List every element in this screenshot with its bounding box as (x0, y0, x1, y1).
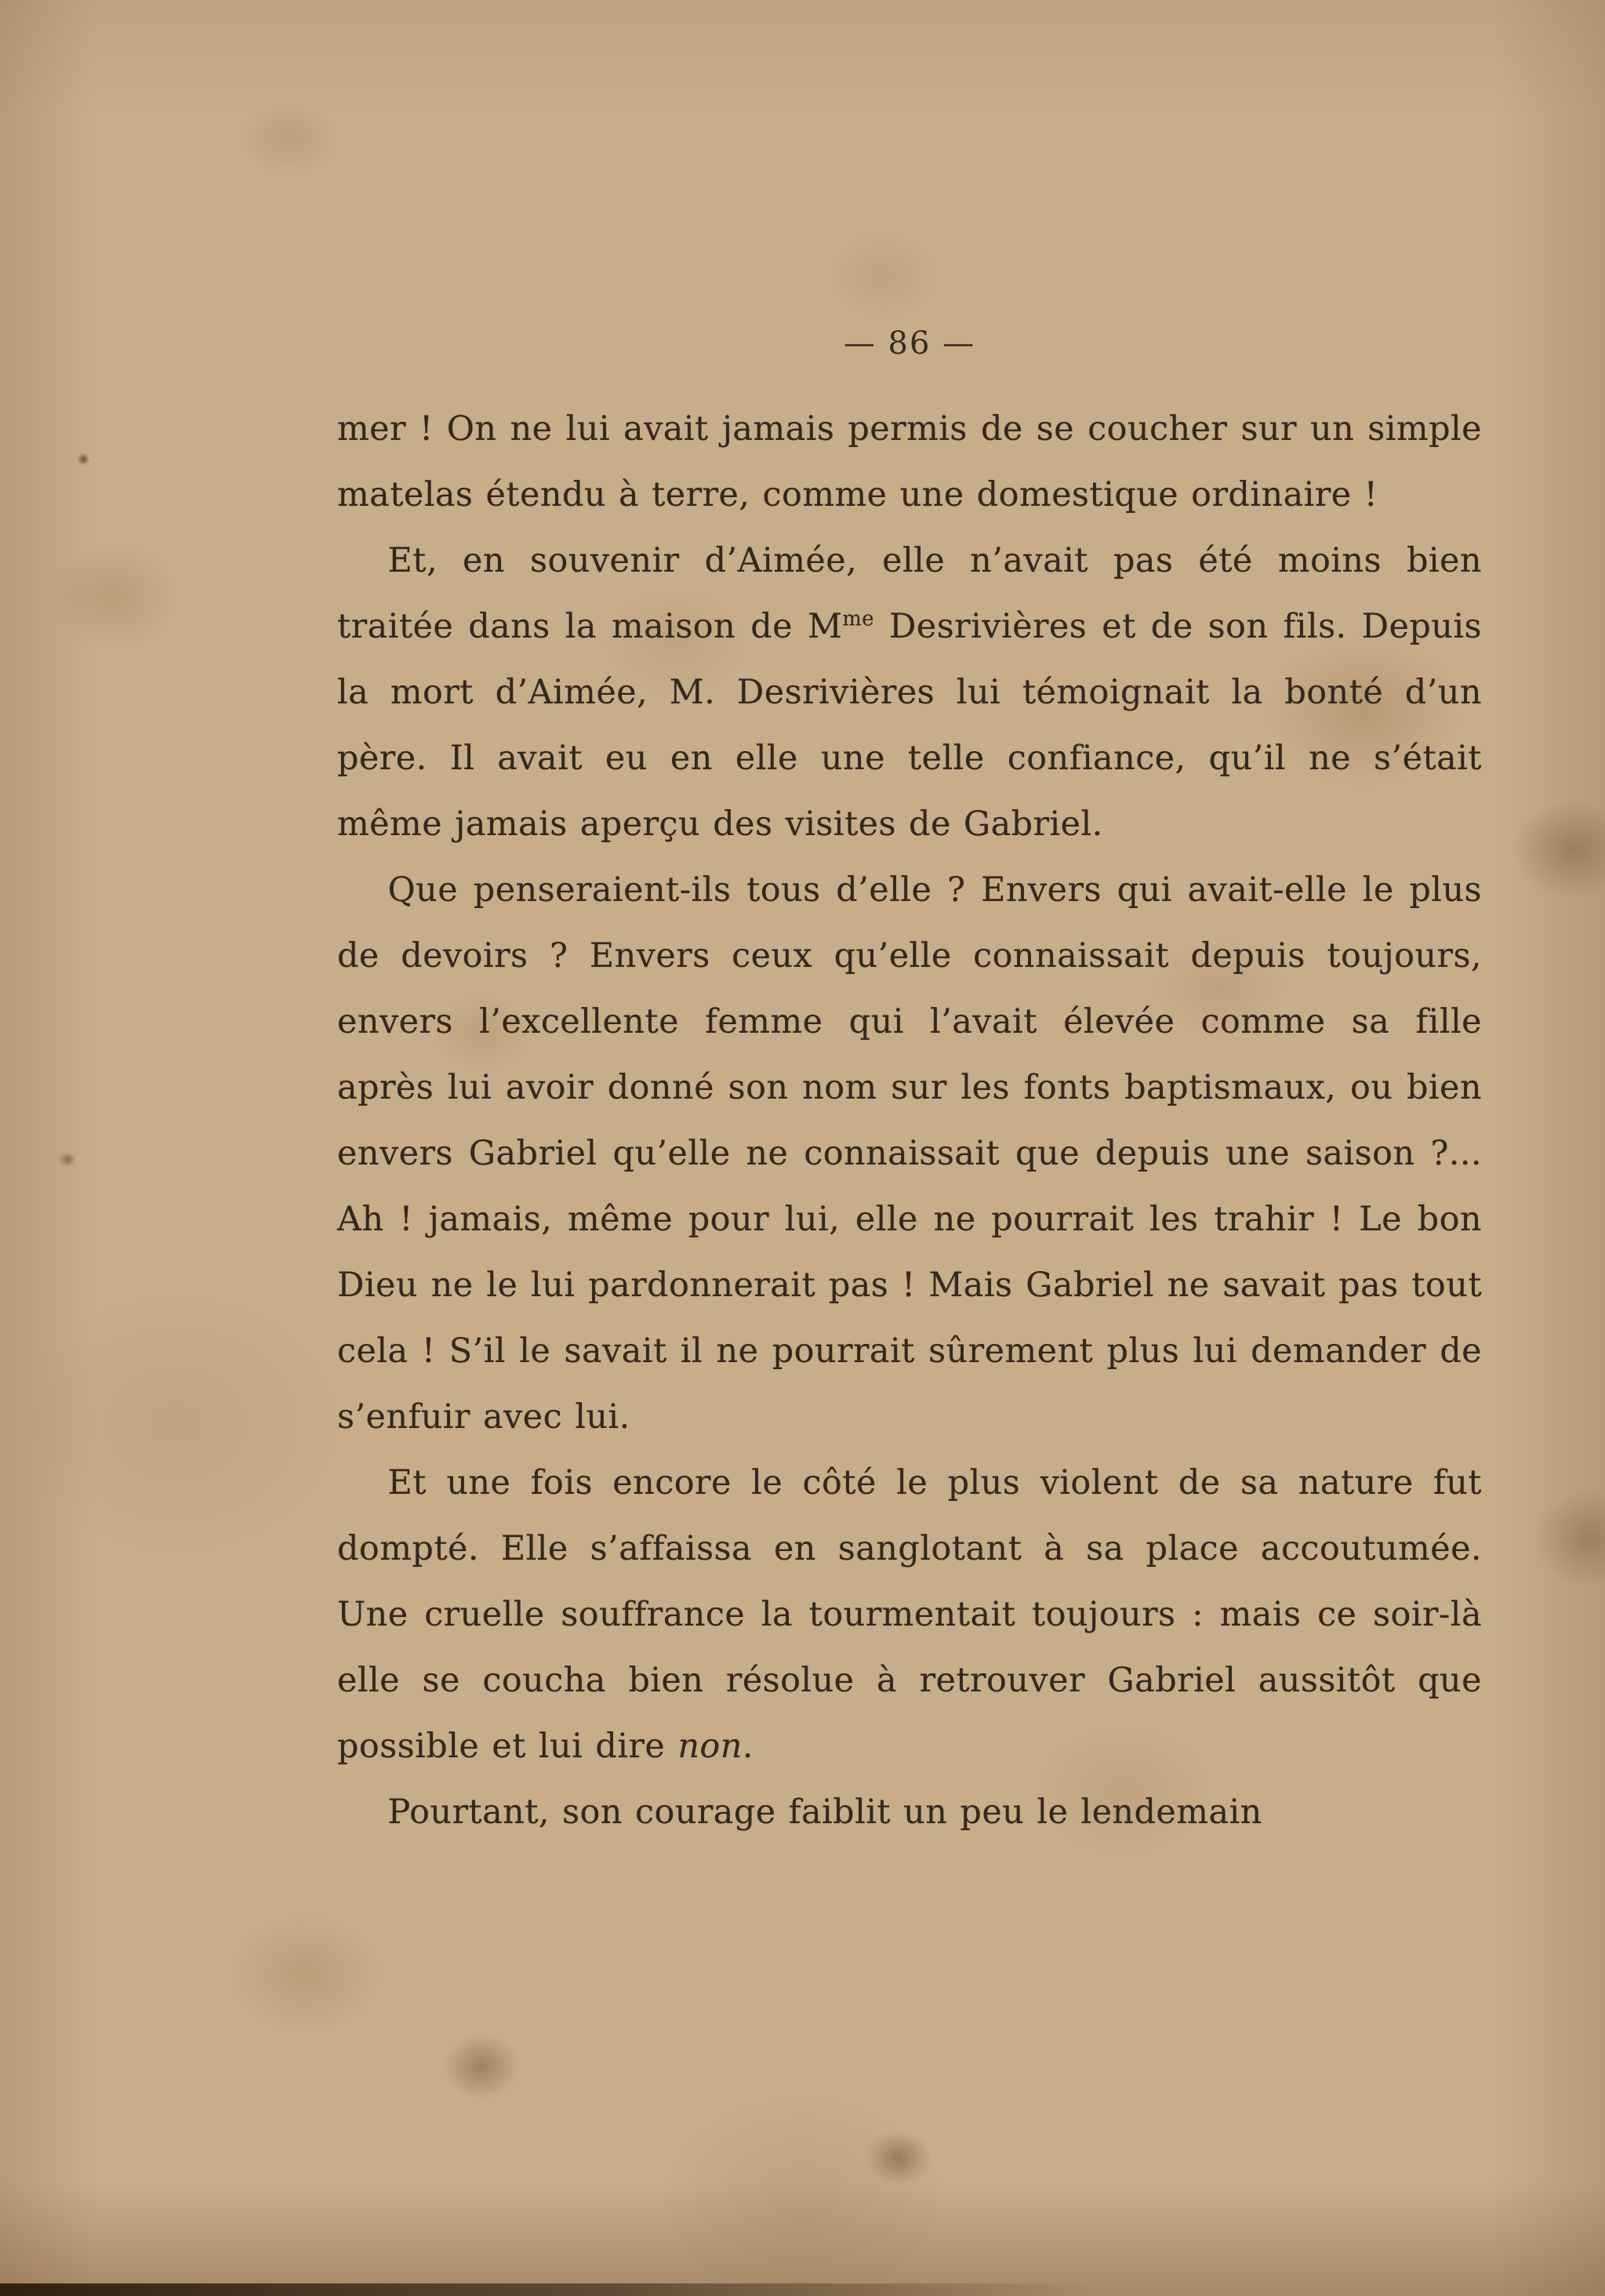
text-segment: non (677, 1727, 743, 1766)
text-segment: mer ! On ne lui avait jamais permis de se coucher sur un simple matelas étendu à terre, comme une domestique ordinaire ! (337, 409, 1482, 514)
text-segment: . (742, 1727, 753, 1766)
text-segment: Et une fois encore le côté le plus violent de sa nature fut dompté. Elle s’affaissa en sanglotant à sa place accoutumée. Une cruelle souffrance la tourmentait toujours : mais ce soir-là elle se coucha bien résolue à retrouver Gabriel aussitôt que possible et lui dire (337, 1463, 1482, 1766)
page-number: — 86 — (843, 325, 976, 361)
paragraph (337, 528, 1482, 857)
text-block (337, 396, 1482, 1845)
text-segment: Desrivières et de son fils. Depuis la mort d’Aimée, M. Desrivières lui témoignait la bonté d’un père. Il avait eu en elle une telle confiance, qu’il ne s’était même jamais aperçu des visites de Gabriel. (337, 607, 1482, 844)
text-segment: me (842, 607, 874, 631)
paragraph (337, 857, 1482, 1450)
paragraph (337, 396, 1482, 528)
text-segment: Et, en souvenir d’Aimée, elle n’avait pas été moins bien traitée dans la maison de M (337, 541, 1482, 646)
paragraph (337, 1779, 1482, 1845)
paragraph (337, 1450, 1482, 1779)
text-segment: Pourtant, son courage faiblit un peu le lendemain (387, 1793, 1262, 1832)
text-segment: Que penseraient-ils tous d’elle ? Envers qui avait-elle le plus de devoirs ? Envers ceux qu’elle connaissait depuis toujours, envers l’excellente femme qui l’avait élevée comme sa fille après lui avoir donné son nom sur les fonts baptismaux, ou bien envers Gabriel qu’elle ne connaissait que depuis une saison ?... Ah ! jamais, même pour lui, elle ne pourrait les trahir ! Le bon Dieu ne le lui pardonnerait pas ! Mais Gabriel ne savait pas tout cela ! S’il le savait il ne pourrait sûrement plus lui demander de s’enfuir avec lui. (337, 870, 1482, 1437)
